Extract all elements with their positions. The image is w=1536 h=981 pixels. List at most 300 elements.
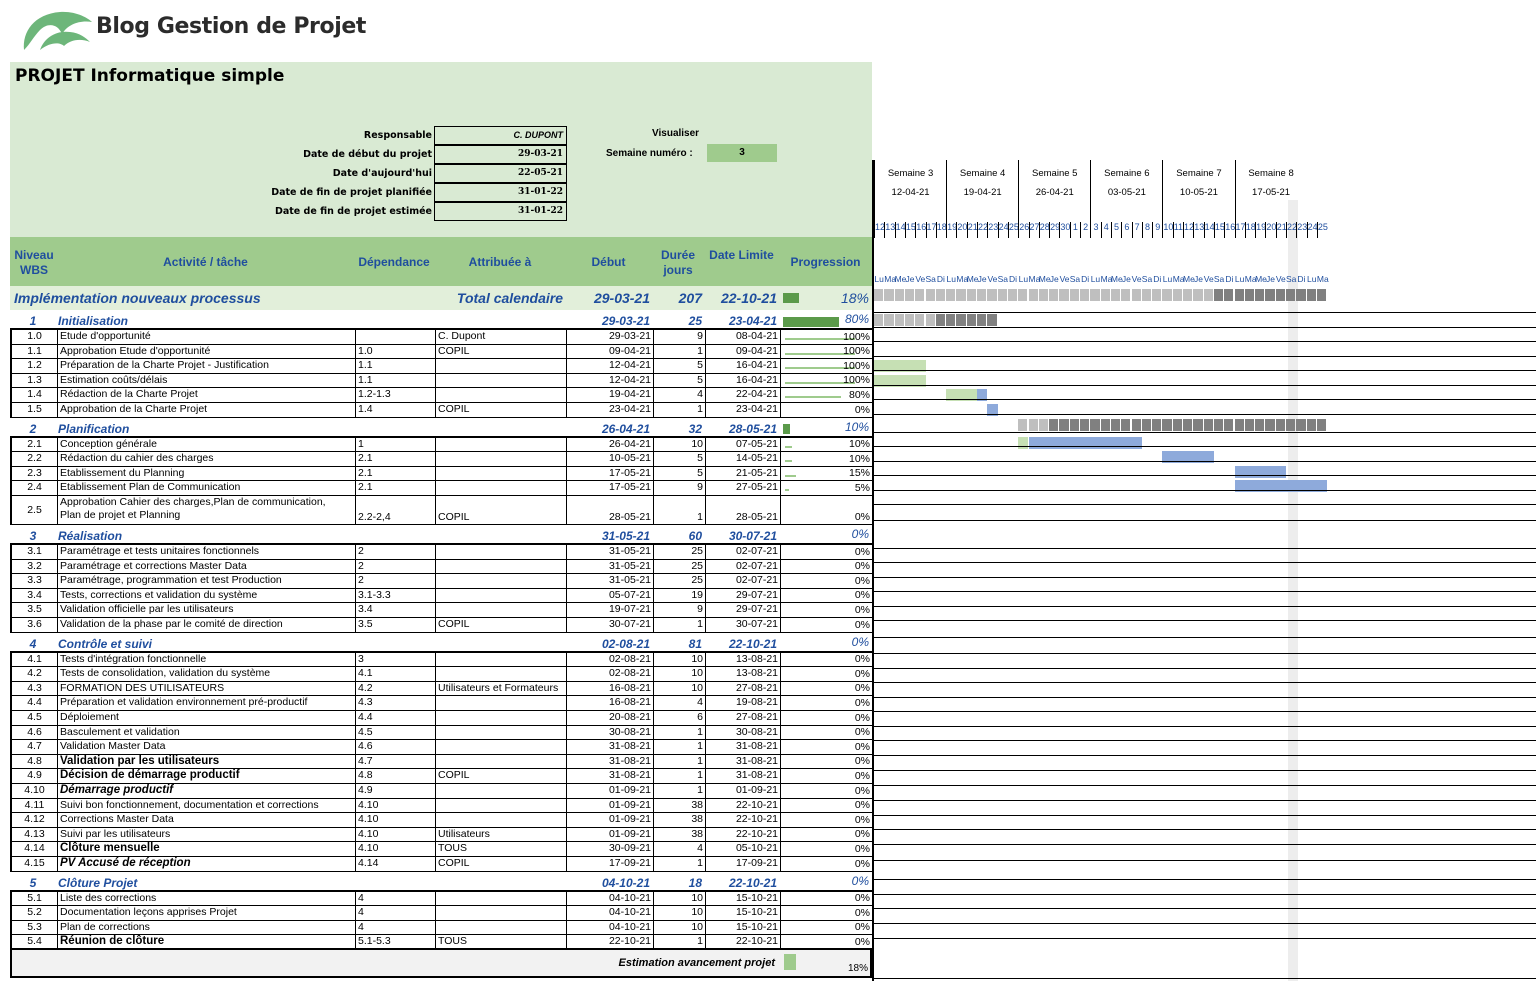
info-value-field[interactable]: 29-03-21 [434, 145, 567, 164]
task-assigned [436, 711, 567, 725]
progress-value: 15% [848, 467, 870, 480]
brand-logo-icon [20, 4, 95, 54]
group-start: 29-03-21 [601, 314, 650, 328]
gantt-row-line [872, 894, 1536, 895]
gantt-group-cell [1152, 419, 1161, 431]
task-wbs: 5.1 [12, 892, 58, 906]
task-deadline: 27-08-21 [706, 711, 781, 725]
task-dependency: 4.10 [356, 799, 436, 813]
task-dependency: 4.3 [356, 696, 436, 710]
task-start: 30-08-21 [567, 726, 654, 740]
gantt-group-cell [874, 314, 883, 326]
task-row[interactable] [10, 438, 872, 453]
summary-end: 22-10-21 [720, 290, 777, 306]
task-wbs: 3.4 [12, 589, 58, 603]
task-assigned [436, 481, 567, 495]
task-row[interactable] [10, 374, 872, 389]
task-row[interactable] [10, 726, 872, 741]
gantt-day-number: 8 [1142, 222, 1152, 238]
gantt-group-cell [977, 314, 986, 326]
task-dependency: 4.1 [356, 667, 436, 681]
task-wbs: 2.3 [12, 467, 58, 481]
gantt-row-line [872, 879, 1536, 880]
progress-bar [783, 424, 790, 434]
task-dependency: 1.0 [356, 345, 436, 359]
task-start: 20-08-21 [567, 711, 654, 725]
gantt-day-number: 26 [1018, 222, 1028, 238]
task-wbs: 2.5 [12, 496, 58, 524]
gantt-summary-cell [895, 289, 904, 301]
task-wbs: 4.4 [12, 696, 58, 710]
progress-value: 0% [854, 813, 870, 826]
task-duration: 10 [654, 921, 706, 935]
task-row[interactable] [10, 813, 872, 828]
task-dependency: 3 [356, 653, 436, 667]
task-duration: 10 [654, 906, 706, 920]
gantt-day-number: 17 [1235, 222, 1245, 238]
task-duration: 1 [654, 345, 706, 359]
gantt-summary-cell [874, 289, 883, 301]
task-wbs: 4.7 [12, 740, 58, 754]
task-name: Validation officielle par les utilisateurs [58, 603, 356, 617]
task-row[interactable] [10, 589, 872, 604]
info-value-field[interactable]: 22-05-21 [434, 164, 567, 183]
task-wbs: 4.3 [12, 682, 58, 696]
progress-value: 0% [851, 528, 869, 541]
task-deadline: 22-10-21 [706, 935, 781, 949]
info-label: Date de fin de projet planifiée [271, 187, 432, 198]
gantt-day-letter: Sa [1286, 274, 1297, 284]
task-wbs: 1.1 [12, 345, 58, 359]
task-row[interactable] [10, 842, 872, 857]
progress-cell [781, 589, 874, 603]
progress-value: 0% [854, 857, 870, 870]
task-start: 22-10-21 [567, 935, 654, 949]
task-assigned: COPIL [436, 496, 567, 524]
gantt-summary-cell [936, 289, 945, 301]
task-name: PV Accusé de réception [58, 857, 356, 871]
gantt-day-letter: Je [1193, 274, 1203, 284]
gantt-row-line [872, 414, 1536, 415]
gantt-row-line [872, 591, 1536, 592]
group-row [10, 528, 872, 545]
gantt-day-number: 19 [946, 222, 956, 238]
gantt-summary-cell [1245, 289, 1254, 301]
gantt-summary-cell [1029, 289, 1038, 301]
gantt-group-cell [1059, 419, 1068, 431]
gantt-group-cell [1162, 419, 1171, 431]
task-start: 10-05-21 [567, 452, 654, 466]
task-name: Réunion de clôture [58, 935, 356, 949]
task-duration: 1 [654, 726, 706, 740]
task-row[interactable] [10, 330, 872, 345]
task-row[interactable] [10, 467, 872, 482]
progress-cell [779, 286, 872, 310]
gantt-row-line [872, 844, 1536, 845]
task-wbs: 4.6 [12, 726, 58, 740]
gantt-day-letter: Ve [1131, 274, 1142, 284]
progress-cell [781, 452, 874, 466]
gantt-day-letter: Di [936, 274, 945, 284]
progress-cell [781, 667, 874, 681]
task-start: 09-04-21 [567, 345, 654, 359]
task-row[interactable] [10, 799, 872, 814]
progress-cell [781, 560, 874, 574]
group-duration: 60 [688, 529, 702, 543]
group-start: 26-04-21 [601, 421, 650, 436]
gantt-summary-cell [1286, 289, 1295, 301]
gantt-row-line [872, 446, 1536, 447]
gantt-task-bar [1018, 437, 1028, 449]
task-start: 31-08-21 [567, 755, 654, 769]
gantt-task-bar [1235, 466, 1287, 478]
group-row [10, 421, 872, 438]
task-row[interactable] [10, 857, 872, 872]
task-row[interactable] [10, 711, 872, 726]
task-deadline: 31-08-21 [706, 755, 781, 769]
task-assigned [436, 589, 567, 603]
task-deadline: 19-08-21 [706, 696, 781, 710]
task-assigned [436, 755, 567, 769]
gantt-summary-cell [1070, 289, 1079, 301]
gantt-row-line [872, 770, 1536, 771]
gantt-row-line [872, 800, 1536, 801]
progress-value: 0% [854, 892, 870, 905]
task-wbs: 4.12 [12, 813, 58, 827]
group-duration: 18 [688, 875, 702, 890]
task-assigned [436, 560, 567, 574]
task-row[interactable] [10, 696, 872, 711]
task-start: 05-07-21 [567, 589, 654, 603]
task-assigned [436, 799, 567, 813]
col-duration: Durée jours [660, 248, 695, 277]
gantt-day-number: 13 [884, 222, 894, 238]
task-duration: 5 [654, 374, 706, 388]
task-wbs: 5.3 [12, 921, 58, 935]
gantt-group-cell [926, 314, 935, 326]
gantt-day-number: 25 [1317, 222, 1327, 238]
gantt-summary-cell [1059, 289, 1068, 301]
task-deadline: 30-08-21 [706, 726, 781, 740]
gantt-day-number: 30 [1059, 222, 1069, 238]
task-dependency: 1 [356, 438, 436, 452]
task-row[interactable] [10, 755, 872, 770]
task-assigned: COPIL [436, 403, 567, 417]
task-name: Etablissement Plan de Communication [58, 481, 356, 495]
project-title: PROJET Informatique simple [15, 66, 285, 86]
task-dependency: 4 [356, 906, 436, 920]
gantt-day-number: 12 [1183, 222, 1193, 238]
progress-value: 0% [854, 921, 870, 934]
gantt-group-cell [967, 314, 976, 326]
task-assigned [436, 359, 567, 373]
gantt-group-cell [1235, 419, 1244, 431]
task-name: Validation de la phase par le comité de direction [58, 618, 356, 632]
task-dependency: 3.1-3.3 [356, 589, 436, 603]
gantt-task-bar [1029, 437, 1142, 449]
progress-value: 100% [843, 374, 870, 387]
task-row[interactable] [10, 345, 872, 360]
progress-value: 0% [854, 653, 870, 666]
task-row[interactable] [10, 906, 872, 921]
task-row[interactable] [10, 892, 872, 907]
task-name: Préparation de la Charte Projet - Justification [58, 359, 356, 373]
gantt-group-cell [1080, 419, 1089, 431]
gantt-row-line [872, 697, 1536, 698]
gantt-summary-cell [1296, 289, 1305, 301]
progress-bar [785, 396, 841, 398]
gantt-day-letter: Je [977, 274, 987, 284]
progress-cell [781, 696, 874, 710]
task-row[interactable] [10, 496, 872, 525]
gantt-day-letter: Lu [874, 274, 884, 284]
task-wbs: 4.8 [12, 755, 58, 769]
task-row[interactable] [10, 653, 872, 668]
task-assigned: Utilisateurs [436, 828, 567, 842]
gantt-day-number: 16 [1224, 222, 1234, 238]
task-row[interactable] [10, 452, 872, 467]
task-name: Documentation leçons apprises Projet [58, 906, 356, 920]
task-row[interactable] [10, 403, 872, 418]
progress-cell [779, 875, 872, 890]
task-dependency: 4.10 [356, 828, 436, 842]
gantt-row-line [872, 637, 1536, 638]
gantt-day-number: 15 [1214, 222, 1224, 238]
gantt-row-line [872, 908, 1536, 909]
task-deadline: 15-10-21 [706, 921, 781, 935]
task-dependency: 2.1 [356, 467, 436, 481]
gantt-day-letter: Ma [1100, 274, 1113, 284]
task-name: Estimation coûts/délais [58, 374, 356, 388]
task-name: Suivi par les utilisateurs [58, 828, 356, 842]
brand-name: Blog Gestion de Projet [96, 14, 366, 39]
task-dependency [356, 330, 436, 344]
gantt-day-number: 3 [1090, 222, 1100, 238]
progress-cell [781, 496, 874, 524]
gantt-day-letter: Lu [1018, 274, 1029, 284]
task-row[interactable] [10, 560, 872, 575]
gantt-day-number: 20 [1265, 222, 1275, 238]
gantt-day-letter: Di [1297, 274, 1306, 284]
gantt-group-cell [1193, 419, 1202, 431]
gantt-row-line [872, 785, 1536, 786]
gantt-summary-cell [1101, 289, 1110, 301]
gantt-day-number: 16 [915, 222, 925, 238]
estimation-value: 18% [847, 963, 868, 974]
task-dependency: 4.4 [356, 711, 436, 725]
progress-value: 0% [854, 589, 870, 602]
progress-cell [781, 711, 874, 725]
task-wbs: 1.5 [12, 403, 58, 417]
task-name: Etablissement du Planning [58, 467, 356, 481]
task-row[interactable] [10, 828, 872, 843]
gantt-summary-cell [1276, 289, 1285, 301]
progress-cell [781, 769, 874, 783]
info-label: Date d'aujourd'hui [332, 168, 432, 179]
task-duration: 10 [654, 682, 706, 696]
task-wbs: 4.10 [12, 784, 58, 798]
task-name: Paramétrage et tests unitaires fonctionnels [58, 545, 356, 559]
task-assigned [436, 906, 567, 920]
task-deadline: 23-04-21 [706, 403, 781, 417]
task-deadline: 02-07-21 [706, 574, 781, 588]
task-row[interactable] [10, 784, 872, 799]
gantt-group-cell [1039, 419, 1048, 431]
gantt-day-letter: Me [1255, 274, 1267, 284]
task-wbs: 4.13 [12, 828, 58, 842]
task-assigned [436, 388, 567, 402]
gantt-summary-cell [1224, 289, 1233, 301]
gantt-group-cell [905, 314, 914, 326]
task-row[interactable] [10, 769, 872, 784]
task-duration: 10 [654, 667, 706, 681]
task-deadline: 13-08-21 [706, 667, 781, 681]
task-duration: 6 [654, 711, 706, 725]
group-name: Contrôle et suivi [58, 636, 153, 651]
gantt-day-letter: Ve [987, 274, 998, 284]
group-wbs: 2 [29, 421, 37, 436]
info-value-field[interactable]: 31-01-22 [434, 183, 567, 202]
gantt-summary-cell [977, 289, 986, 301]
task-duration: 1 [654, 740, 706, 754]
task-row[interactable] [10, 574, 872, 589]
week-number-input[interactable]: 3 [707, 144, 777, 162]
gantt-day-number: 18 [1245, 222, 1255, 238]
progress-value: 10% [848, 438, 870, 451]
task-dependency: 4.10 [356, 813, 436, 827]
gantt-day-letter: Lu [1234, 274, 1245, 284]
col-assigned: Attribuée à [468, 255, 532, 269]
gantt-day-letter: Ve [1275, 274, 1286, 284]
task-row[interactable] [10, 481, 872, 496]
gantt-summary-cell [1307, 289, 1316, 301]
progress-cell [781, 921, 874, 935]
gantt-day-letter: Di [1153, 274, 1162, 284]
progress-cell [781, 935, 874, 949]
group-row [10, 636, 872, 653]
gantt-group-cell [1029, 419, 1038, 431]
gantt-day-number: 27 [1029, 222, 1039, 238]
gantt-day-number: 18 [936, 222, 946, 238]
task-dependency: 2 [356, 560, 436, 574]
gantt-left-border [872, 160, 874, 981]
gantt-day-number: 7 [1132, 222, 1142, 238]
progress-cell [779, 636, 872, 651]
task-wbs: 3.6 [12, 618, 58, 632]
gantt-group-cell [884, 314, 893, 326]
task-row[interactable] [10, 545, 872, 560]
gantt-row-line [872, 490, 1536, 491]
week-name: Semaine 7 [1176, 168, 1222, 179]
progress-value: 10% [848, 452, 870, 465]
task-deadline: 09-04-21 [706, 345, 781, 359]
task-start: 19-07-21 [567, 603, 654, 617]
task-wbs: 4.2 [12, 667, 58, 681]
gantt-summary-cell [1204, 289, 1213, 301]
task-duration: 25 [654, 574, 706, 588]
gantt-group-cell [936, 314, 945, 326]
gantt-day-letter: Di [1081, 274, 1090, 284]
info-value-field[interactable]: 31-01-22 [434, 202, 567, 221]
task-row[interactable] [10, 388, 872, 403]
gantt-group-cell [1018, 419, 1027, 431]
gantt-day-number: 24 [1307, 222, 1317, 238]
gantt-group-cell [1317, 419, 1326, 431]
group-end: 22-10-21 [728, 636, 777, 651]
gantt-summary-cell [1111, 289, 1120, 301]
column-header-row [10, 237, 872, 286]
col-activity: Activité / tâche [163, 255, 248, 269]
task-row[interactable] [10, 618, 872, 633]
task-start: 31-08-21 [567, 740, 654, 754]
week-date: 12-04-21 [891, 187, 930, 198]
group-name: Réalisation [58, 529, 123, 543]
week-name: Semaine 4 [959, 168, 1006, 179]
progress-value: 100% [843, 330, 870, 343]
estimation-row [10, 948, 872, 978]
task-row[interactable] [10, 603, 872, 618]
task-assigned [436, 374, 567, 388]
task-name: Plan de corrections [58, 921, 356, 935]
task-deadline: 17-09-21 [706, 857, 781, 871]
progress-value: 0% [854, 667, 870, 680]
task-row[interactable] [10, 359, 872, 374]
gantt-day-letter: Sa [1141, 274, 1153, 284]
task-dependency: 1.1 [356, 374, 436, 388]
progress-cell [781, 892, 874, 906]
progress-value: 0% [854, 574, 870, 587]
group-wbs: 5 [29, 875, 37, 890]
gantt-day-letter: Je [1121, 274, 1131, 284]
gantt-row-line [872, 815, 1536, 816]
task-start: 02-08-21 [567, 653, 654, 667]
progress-cell [781, 618, 874, 632]
progress-value: 0% [854, 618, 870, 631]
task-duration: 10 [654, 438, 706, 452]
info-value-field[interactable]: C. DUPONT [434, 126, 567, 145]
gantt-day-letter: Me [966, 274, 979, 284]
task-deadline: 31-08-21 [706, 769, 781, 783]
task-duration: 1 [654, 857, 706, 871]
task-assigned [436, 726, 567, 740]
gantt-day-number: 11 [1173, 222, 1183, 238]
gantt-day-number: 14 [1204, 222, 1214, 238]
gantt-day-number: 13 [1193, 222, 1203, 238]
gantt-group-cell [1101, 419, 1110, 431]
task-row[interactable] [10, 921, 872, 936]
gantt-summary-cell [1049, 289, 1058, 301]
progress-cell [781, 388, 874, 402]
task-row[interactable] [10, 667, 872, 682]
task-row[interactable] [10, 740, 872, 755]
group-start: 31-05-21 [601, 529, 650, 543]
task-start: 17-09-21 [567, 857, 654, 871]
gantt-row-line [872, 461, 1536, 462]
estimation-label: Estimation avancement projet [618, 957, 775, 969]
col-dependency: Dépendance [358, 255, 430, 269]
col-start: Début [591, 255, 626, 269]
task-assigned: COPIL [436, 618, 567, 632]
task-name: Approbation de la Charte Projet [58, 403, 356, 417]
task-dependency: 4.8 [356, 769, 436, 783]
task-wbs: 4.1 [12, 653, 58, 667]
gantt-row-line [872, 653, 1536, 654]
task-row[interactable] [10, 682, 872, 697]
gantt-row-line [872, 620, 1536, 621]
gantt-summary-cell [1265, 289, 1274, 301]
task-start: 29-03-21 [567, 330, 654, 344]
gantt-day-letter: Me [894, 274, 907, 284]
